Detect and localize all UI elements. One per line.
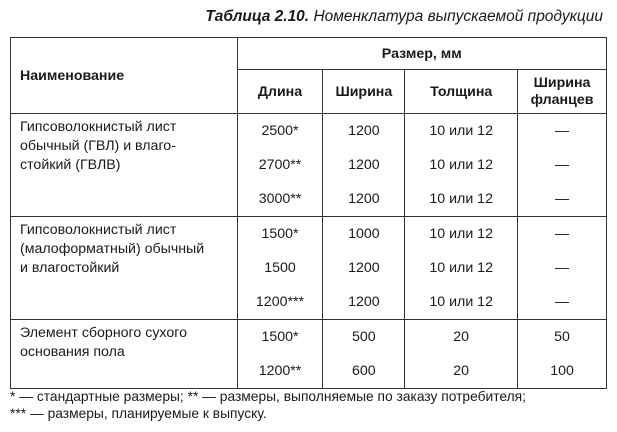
row-name-line: обычный (ГВЛ) и влаго- <box>20 138 176 154</box>
header-flange-width-line2: фланцев <box>530 91 594 108</box>
cell-thickness: 10 или 12 <box>405 217 518 252</box>
cell-length: 1500* <box>237 217 323 252</box>
cell-thickness: 10 или 12 <box>405 182 518 217</box>
header-flange-width <box>518 70 607 114</box>
cell-flange: — <box>518 251 607 285</box>
caption-number: Таблица 2.10. <box>205 8 310 25</box>
cell-thickness: 10 или 12 <box>405 114 518 149</box>
header-thickness: Толщина <box>405 70 518 114</box>
row-name <box>11 114 238 217</box>
cell-width: 1200 <box>323 182 405 217</box>
cell-length: 1500* <box>237 320 323 355</box>
cell-width: 500 <box>323 320 405 355</box>
cell-width: 1200 <box>323 148 405 182</box>
footnotes <box>10 388 526 422</box>
table-row <box>11 217 607 252</box>
row-name <box>11 217 238 320</box>
cell-width: 1000 <box>323 217 405 252</box>
cell-length: 2500* <box>237 114 323 149</box>
cell-width: 1200 <box>323 114 405 149</box>
footnote-line: *** — размеры, планируемые к выпуску. <box>10 406 267 421</box>
cell-flange: 50 <box>518 320 607 355</box>
row-name-line: основания пола <box>20 344 125 360</box>
cell-flange: — <box>518 182 607 217</box>
header-name: Наименование <box>11 38 238 114</box>
cell-flange: — <box>518 285 607 320</box>
footnote-line: * — стандартные размеры; ** — размеры, выполняемые по заказу потребителя; <box>10 389 526 404</box>
row-name-line: и влагостойкий <box>20 260 120 276</box>
row-name-line: Элемент сборного сухого <box>20 325 187 341</box>
cell-length: 3000** <box>237 182 323 217</box>
cell-width: 1200 <box>323 285 405 320</box>
cell-width: 1200 <box>323 251 405 285</box>
product-table <box>10 37 607 389</box>
table-row <box>11 320 607 355</box>
cell-flange: 100 <box>518 354 607 389</box>
row-name-line: стойкий (ГВЛВ) <box>20 157 121 173</box>
header-length: Длина <box>237 70 323 114</box>
header-size-group: Размер, мм <box>237 38 606 70</box>
row-name <box>11 320 238 389</box>
cell-thickness: 10 или 12 <box>405 148 518 182</box>
cell-length: 2700** <box>237 148 323 182</box>
cell-flange: — <box>518 114 607 149</box>
row-name-line: Гипсоволокнистый лист <box>20 222 177 238</box>
row-name-line: Гипсоволокнистый лист <box>20 119 177 135</box>
table-caption <box>205 8 603 26</box>
cell-thickness: 20 <box>405 354 518 389</box>
cell-thickness: 10 или 12 <box>405 251 518 285</box>
cell-length: 1200*** <box>237 285 323 320</box>
cell-thickness: 10 или 12 <box>405 285 518 320</box>
header-flange-width-line1: Ширина <box>533 74 591 91</box>
header-width: Ширина <box>323 70 405 114</box>
caption-title: Номенклатура выпускаемой продукции <box>313 8 603 25</box>
cell-width: 600 <box>323 354 405 389</box>
table-row <box>11 114 607 149</box>
cell-flange: — <box>518 148 607 182</box>
row-name-line: (малоформатный) обычный <box>20 241 205 257</box>
cell-flange: — <box>518 217 607 252</box>
cell-thickness: 20 <box>405 320 518 355</box>
cell-length: 1200** <box>237 354 323 389</box>
cell-length: 1500 <box>237 251 323 285</box>
